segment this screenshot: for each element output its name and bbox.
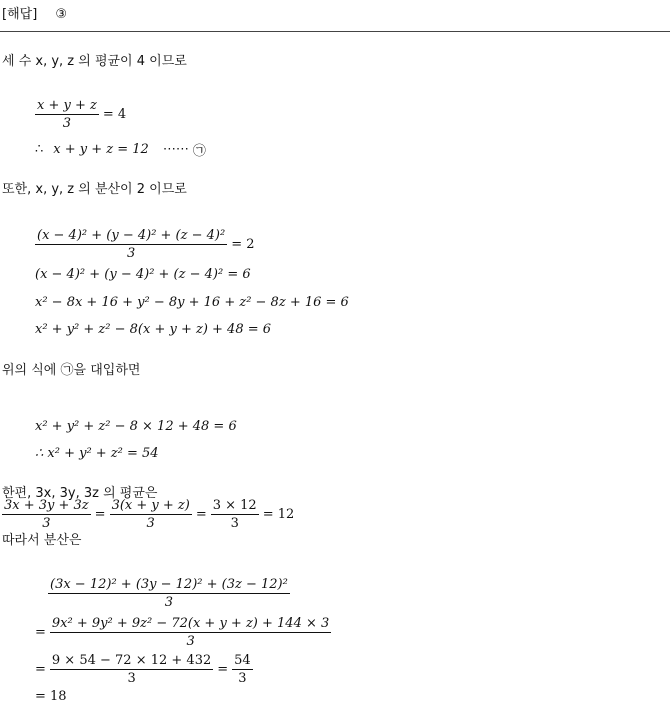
scaled-mean-f1-denominator: 3 bbox=[42, 516, 51, 531]
header-divider bbox=[0, 31, 670, 32]
scaled-mean-fraction-1 bbox=[2, 498, 91, 531]
final-result: = 18 bbox=[35, 689, 67, 704]
sum-equation bbox=[35, 140, 206, 159]
scaled-mean-f2-numerator: 3(x + y + z) bbox=[111, 498, 190, 513]
final-f2-denominator: 3 bbox=[127, 671, 136, 686]
scaled-mean-f1-numerator: 3x + 3y + 3z bbox=[4, 498, 89, 513]
intro-substitute-text bbox=[2, 359, 140, 378]
equation-marker-ref: ㉠ bbox=[60, 363, 74, 378]
final-fraction-0-row bbox=[48, 577, 290, 610]
equals-sign-4: = bbox=[35, 662, 46, 677]
variance-equation bbox=[35, 228, 255, 261]
final-f1-denominator: 3 bbox=[186, 634, 195, 649]
final-f0-denominator: 3 bbox=[164, 595, 174, 610]
mean-fraction bbox=[35, 98, 99, 131]
equals-sign-1: = bbox=[94, 507, 106, 522]
variance-equation-rhs: = 2 bbox=[231, 237, 255, 252]
final-f3-denominator: 3 bbox=[238, 671, 247, 686]
final-f1-numerator: 9x² + 9y² + 9z² − 72(x + y + z) + 144 × 3 bbox=[51, 616, 330, 631]
variance-fraction bbox=[35, 228, 227, 261]
equals-sign-3: = bbox=[35, 625, 46, 640]
scaled-mean-rhs: = 12 bbox=[262, 507, 295, 522]
final-f2-numerator: 9 × 54 − 72 × 12 + 432 bbox=[51, 653, 212, 668]
scaled-mean-f3-numerator: 3 × 12 bbox=[212, 498, 257, 513]
mean-fraction-denominator: 3 bbox=[62, 116, 72, 131]
scaled-mean-fraction-2 bbox=[110, 498, 192, 531]
scaled-mean-fraction-3 bbox=[211, 498, 259, 531]
final-fraction-3 bbox=[232, 653, 253, 686]
scaled-mean-equation bbox=[2, 498, 294, 531]
intro-mean-text: 세 수 x, y, z 의 평균이 4 이므로 bbox=[2, 54, 187, 69]
mean-fraction-numerator: x + y + z bbox=[37, 98, 97, 113]
variance-line-3: x² − 8x + 16 + y² − 8y + 16 + z² − 8z + 16 = 6 bbox=[35, 295, 349, 310]
equals-sign-2: = bbox=[195, 507, 207, 522]
final-f3-numerator: 54 bbox=[234, 653, 251, 668]
sum-expression: x + y + z = 12 bbox=[53, 142, 149, 157]
intro-substitute-after: 을 대입하면 bbox=[73, 363, 141, 378]
final-fraction-2 bbox=[50, 653, 213, 686]
final-fraction-2-row bbox=[35, 653, 253, 686]
scaled-mean-f2-denominator: 3 bbox=[146, 516, 155, 531]
variance-fraction-numerator: (x − 4)² + (y − 4)² + (z − 4)² bbox=[37, 228, 226, 243]
mean-equation bbox=[35, 98, 126, 131]
variance-fraction-denominator: 3 bbox=[126, 246, 136, 261]
therefore-symbol: ∴ bbox=[35, 142, 44, 157]
intro-substitute-before: 위의 식에 bbox=[2, 363, 61, 378]
variance-line-2: (x − 4)² + (y − 4)² + (z − 4)² = 6 bbox=[35, 267, 251, 282]
equals-sign-5: = bbox=[217, 662, 229, 677]
ellipsis-dots: ⋯⋯ bbox=[162, 142, 189, 157]
final-fraction-1 bbox=[50, 616, 331, 649]
answer-value: ③ bbox=[55, 7, 68, 22]
intro-scaled-mean-text: 한편, 3x, 3y, 3z 의 평균은 bbox=[2, 486, 158, 501]
final-fraction-0 bbox=[48, 577, 290, 610]
final-f0-numerator: (3x − 12)² + (3y − 12)² + (3z − 12)² bbox=[50, 577, 288, 592]
answer-label: [해답] bbox=[2, 7, 38, 22]
substitution-line-1: x² + y² + z² − 8 × 12 + 48 = 6 bbox=[35, 419, 237, 434]
intro-final-variance-text: 따라서 분산은 bbox=[2, 533, 82, 548]
equation-marker-circle: ㉠ bbox=[192, 144, 206, 159]
final-fraction-1-row bbox=[35, 616, 331, 649]
variance-line-4: x² + y² + z² − 8(x + y + z) + 48 = 6 bbox=[35, 322, 272, 337]
intro-variance-text: 또한, x, y, z 의 분산이 2 이므로 bbox=[2, 182, 187, 197]
answer-header bbox=[2, 3, 67, 22]
scaled-mean-f3-denominator: 3 bbox=[230, 516, 239, 531]
substitution-line-2: ∴ x² + y² + z² = 54 bbox=[35, 446, 159, 461]
mean-equation-rhs: = 4 bbox=[102, 107, 127, 122]
